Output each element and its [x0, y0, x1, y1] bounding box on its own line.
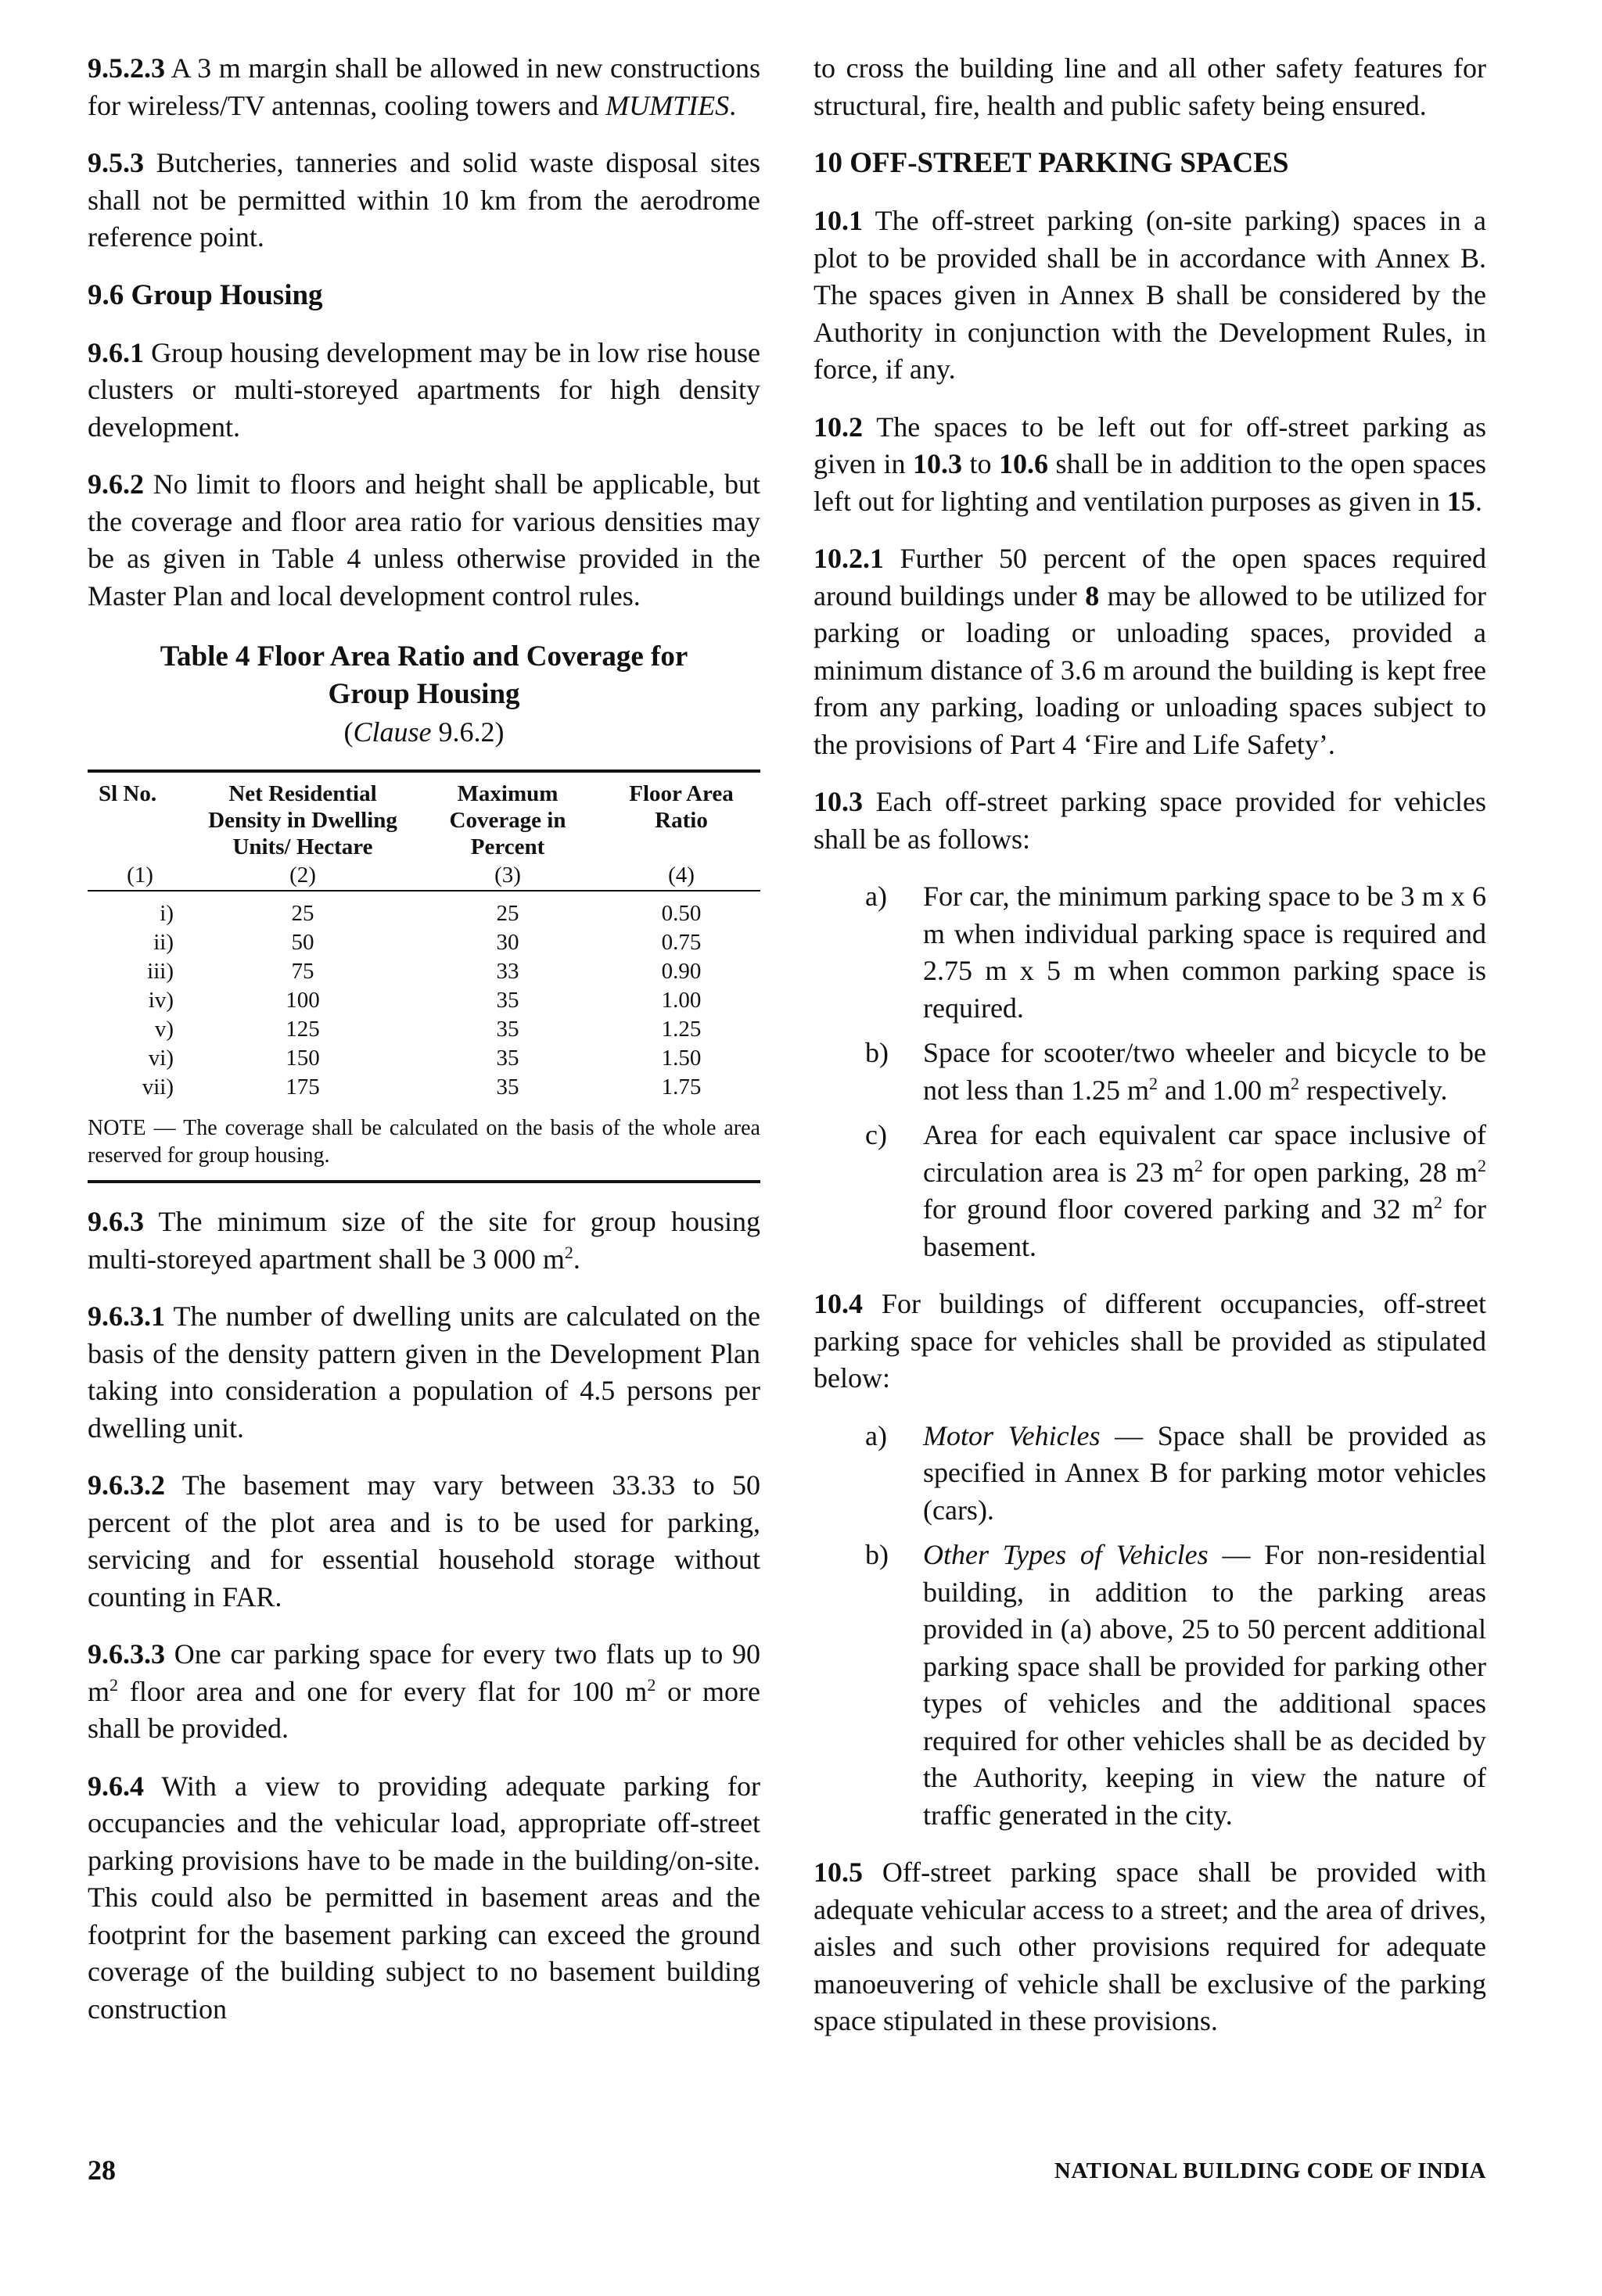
heading-group-housing: 9.6 Group Housing — [88, 278, 323, 311]
clause-10-4: 10.4 For buildings of different occupancies, off-street parking space for vehicles shall be provided as stipulated below: — [814, 1288, 1486, 1394]
right-column — [814, 50, 1486, 2040]
col-header-far: Floor Area Ratio — [629, 781, 734, 833]
list-item: b) Other Types of Vehicles — For non-residential building, in addition to the parking areas provided in (a) above, 25 to 50 percent additional parking space shall be provided for parking other types of vehicles and the additional spaces required for other vehicles shall be as decided by the Authority, keeping in view the nature of traffic generated in the city. — [865, 1539, 1486, 1831]
list-item: c) Area for each equivalent car space inclusive of circulation area is 23 $m^2$ for open parking, 28 $m^2$ for ground floor covered parking and 32 $m^2$ for basement. — [865, 1119, 1486, 1262]
table-note: NOTE — The coverage shall be calculated on the basis of the whole area reserved for group housing. — [88, 1116, 760, 1168]
clause-9-5-3: 9.5.3 Butcheries, tanneries and solid waste disposal sites shall not be permitted within 10 km from the aerodrome reference point. — [88, 147, 760, 253]
table-row: iii) 75 33 0.90 — [147, 959, 702, 984]
continued-text: to cross the building line and all other safety features for structural, fire, health and public safety being ensured. — [814, 52, 1486, 121]
heading-off-street-parking: 10 OFF-STREET PARKING SPACES — [814, 147, 1289, 179]
table-row: vi) 150 35 1.50 — [148, 1046, 702, 1071]
clause-10-5: 10.5 Off-street parking space shall be provided with adequate vehicular access to a street; and the area of drives, aisles and such other provisions required for adequate manoeuvering of vehicle shall be exclusive of the parking space stipulated in these provisions. — [814, 1857, 1486, 2036]
table-row: iv) 100 35 1.00 — [148, 988, 702, 1013]
far-coverage-table: Sl No. Net Residential Density in Dwelling Units/ Hectare Maximum Coverage in Percent Floor Area Ratio (1) (2) (3) (4) i) 25 25 0.50 ii) 50 30 0.75 iii) 75 33 0.90 iv) 100 35 1.00 v) 125 35 1.25 vi) 150 35 1.50 vii) 175 35 1.75 — [88, 773, 760, 1102]
running-footer-title: NATIONAL BUILDING CODE OF INDIA — [1054, 2158, 1486, 2183]
col-header-coverage: Maximum Coverage in Percent — [449, 781, 566, 859]
clause-9-6-3-1: 9.6.3.1 The number of dwelling units are calculated on the basis of the density pattern given in the Development Plan taking into consideration a population of 4.5 persons per dwelling unit. — [88, 1300, 760, 1444]
clause-9-6-3-2: 9.6.3.2 The basement may vary between 33.33 to 50 percent of the plot area and is to be used for parking, servicing and for essential household storage without counting in FAR. — [88, 1469, 760, 1613]
clause-9-6-4: 9.6.4 With a view to providing adequate parking for occupancies and the vehicular load, appropriate off-street parking provisions have to be made in the building/on-site. This could also be permitted in basement areas and the footprint for the basement parking can exceed the ground coverage of the building subject to no basement building construction — [88, 1770, 760, 2025]
table-caption: Table 4 Floor Area Ratio and Coverage for Group Housing — [160, 640, 688, 710]
table-row: v) 125 35 1.25 — [154, 1017, 702, 1042]
left-column — [88, 50, 760, 2028]
clause-10-2: 10.2 The spaces to be left out for off-street parking as given in 10.3 to 10.6 shall be in addition to the open spaces left out for lighting and ventilation purposes as given in 15. — [814, 411, 1487, 517]
table-row: vii) 175 35 1.75 — [142, 1074, 702, 1100]
list-item: a) For car, the minimum parking space to be 3 m x 6 m when individual parking space is required and 2.75 m x 5 m when common parking space is required. — [865, 881, 1486, 1024]
clause-9-6-2: 9.6.2 No limit to floors and height shall be applicable, but the coverage and floor area ratio for various densities may be as given in Table 4 unless otherwise provided in the Master Plan and local development control rules. — [88, 468, 760, 612]
col-header-density: Net Residential Density in Dwelling Units/ Hectare — [208, 781, 397, 859]
clause-9-6-3: 9.6.3 The minimum size of the site for group housing multi-storeyed apartment shall be 3 000 $m^2$. — [88, 1206, 760, 1275]
list-item: a) Motor Vehicles — Space shall be provided as specified in Annex B for parking motor vehicles (cars). — [865, 1419, 1486, 1526]
table-row: i) 25 25 0.50 — [160, 901, 702, 926]
clause-10-1: 10.1 The off-street parking (on-site parking) spaces in a plot to be provided shall be in accordance with Annex B. The spaces given in Annex B shall be considered by the Authority in conjunction with the Development Rules, in force, if any. — [814, 205, 1486, 385]
clause-10-3: 10.3 Each off-street parking space provided for vehicles shall be as follows: — [814, 786, 1486, 855]
table-row: ii) 50 30 0.75 — [153, 930, 702, 955]
table-clause-ref: (Clause 9.6.2) — [343, 716, 505, 748]
col-header-sl: Sl No. — [99, 781, 157, 806]
clause-9-5-2-3: 9.5.2.3 A 3 m margin shall be allowed in new constructions for wireless/TV antennas, cooling towers and MUMTIES. — [88, 52, 760, 121]
list-item: b) Space for scooter/two wheeler and bicycle to be not less than 1.25 $m^2$ and 1.00 $m^2$ respectively. — [865, 1037, 1486, 1106]
clause-10-2-1: 10.2.1 Further 50 percent of the open spaces required around buildings under 8 may be allowed to be utilized for parking or loading or unloading spaces, provided a minimum distance of 3.6 m around the building is kept free from any parking, loading or unloading spaces subject to the provisions of Part 4 ‘Fire and Life Safety’. — [814, 543, 1487, 760]
clause-9-6-1: 9.6.1 Group housing development may be in low rise house clusters or multi-storeyed apartments for high density development. — [88, 336, 760, 443]
clause-9-6-3-3: 9.6.3.3 One car parking space for every two flats up to 90 $m^2$ floor area and one for every flat for 100 $m^2$ or more shall be provided. — [88, 1638, 760, 1744]
page-number: 28 — [88, 2154, 116, 2186]
